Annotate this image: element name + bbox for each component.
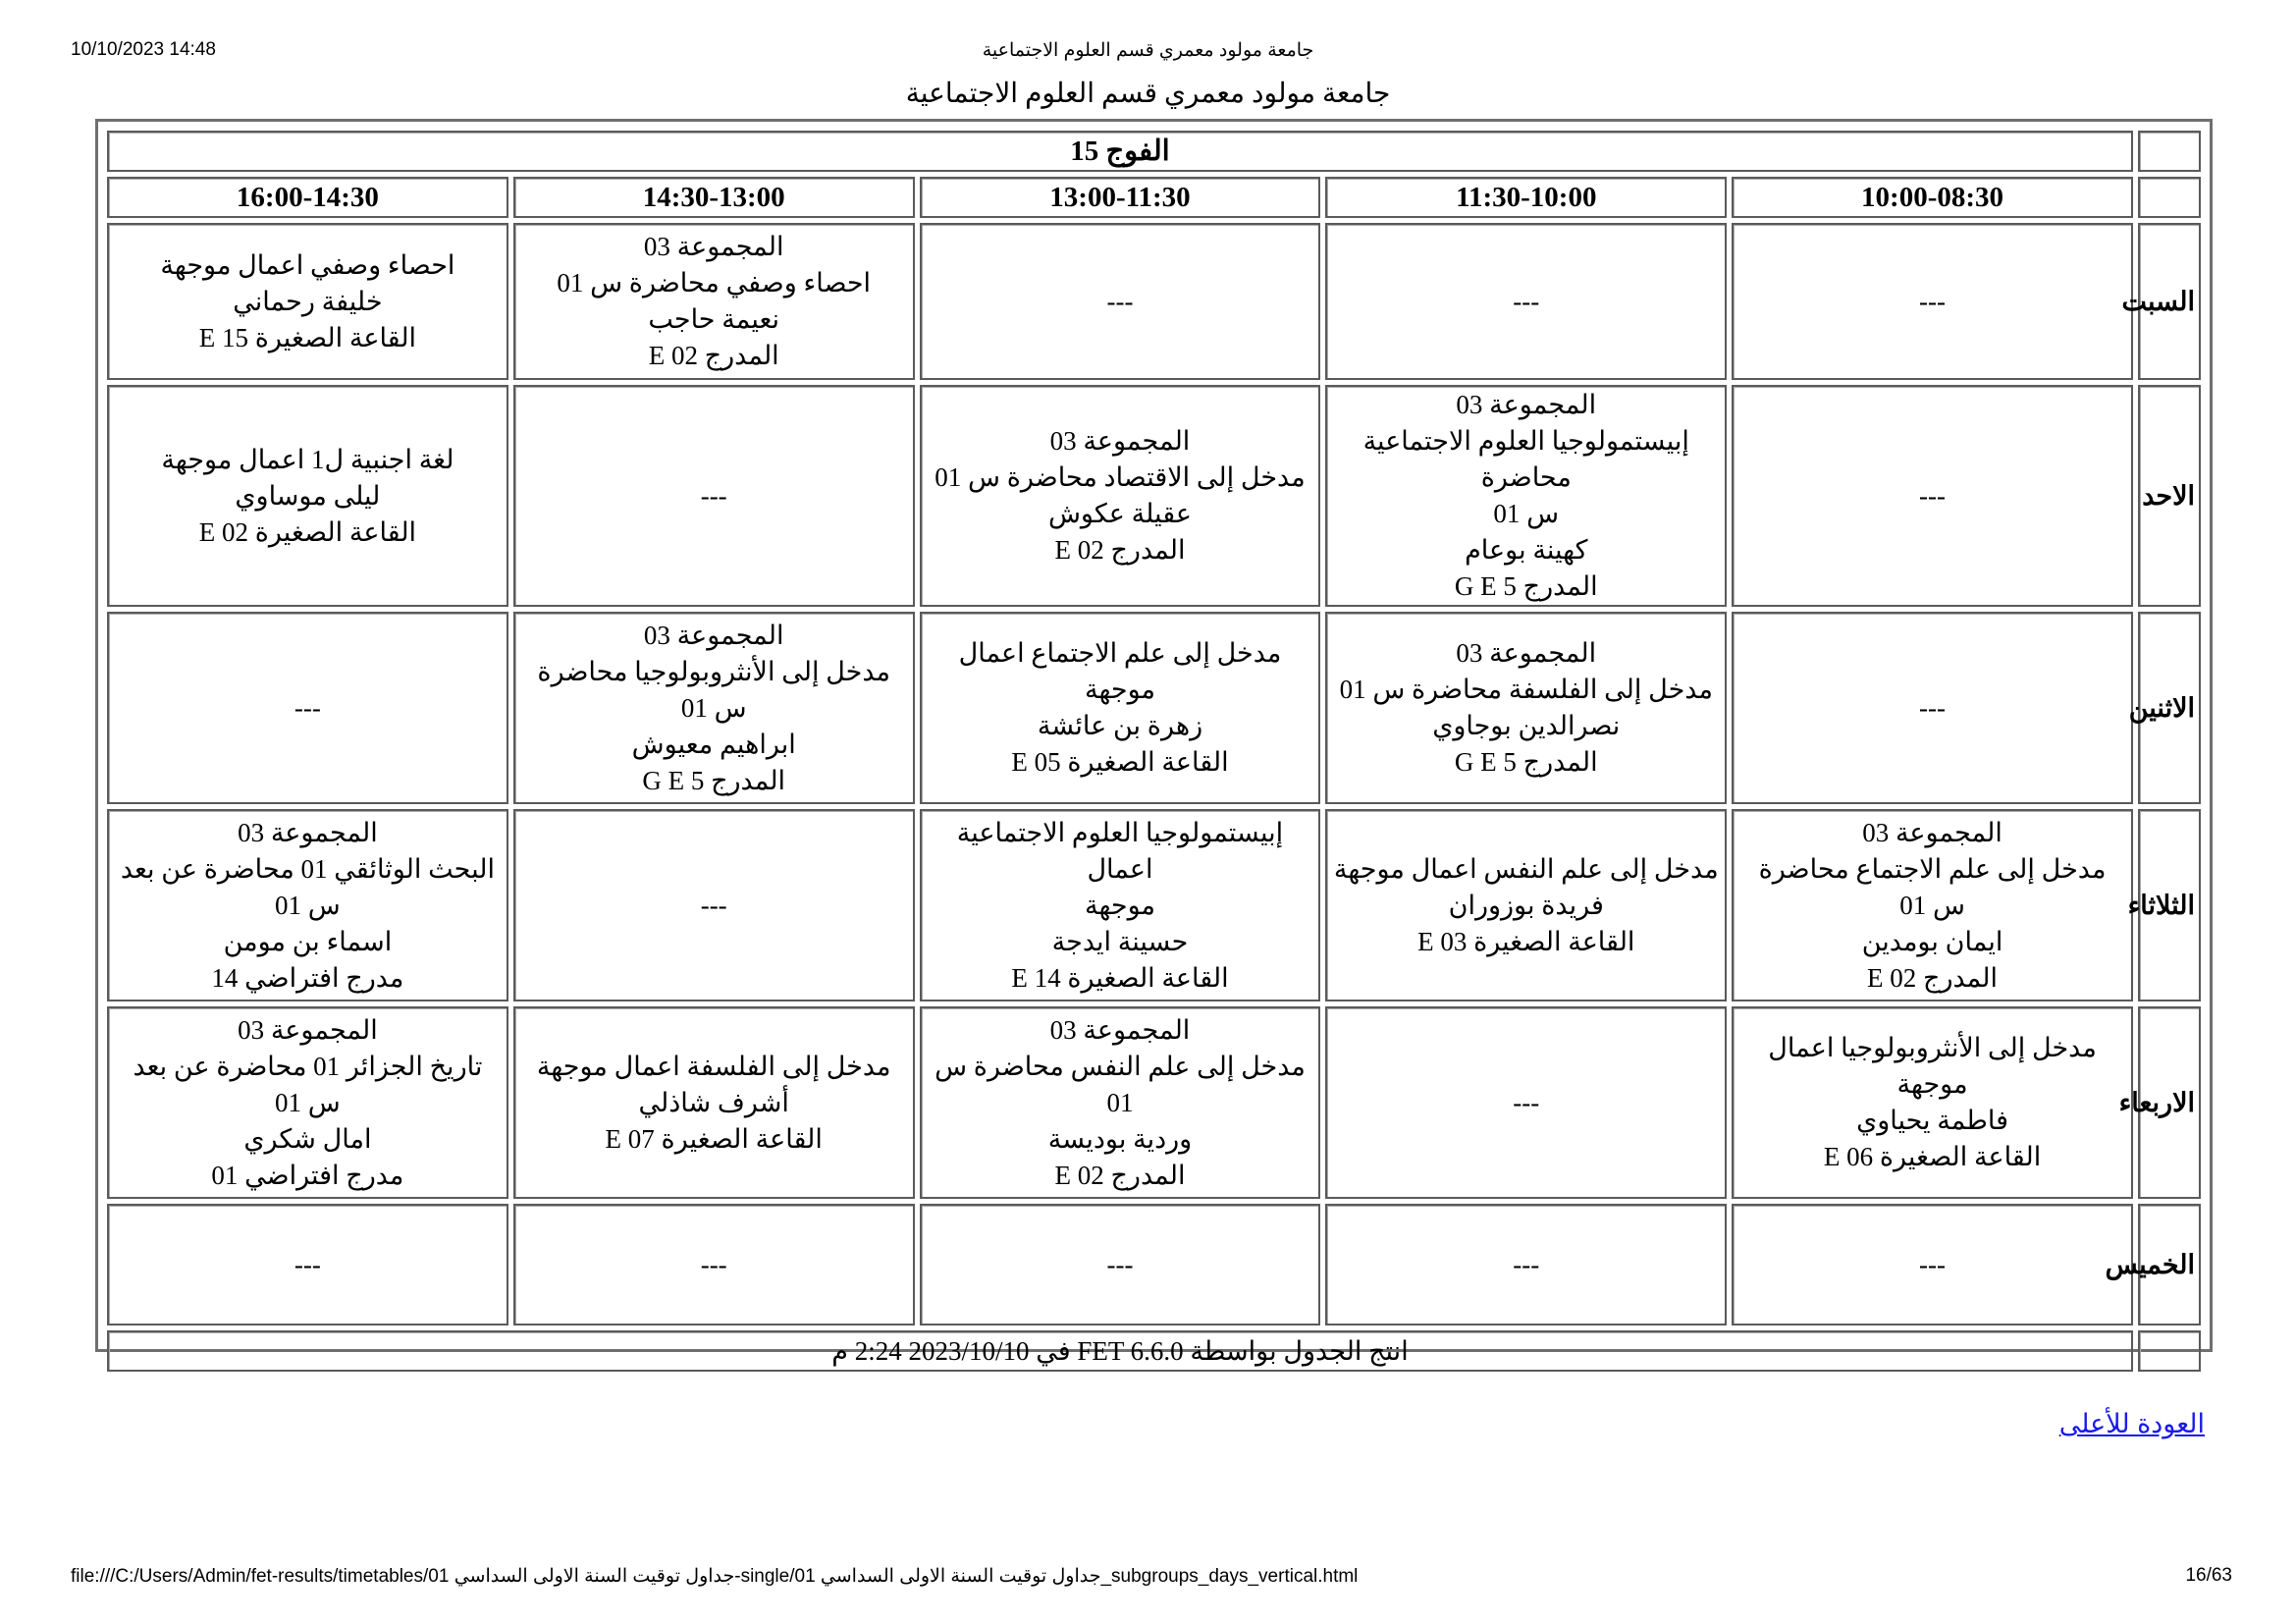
cell-line: س 01	[275, 1087, 341, 1117]
cell-line: المجموعة 03	[643, 232, 784, 261]
cell-line: ---	[700, 1249, 727, 1279]
cell-line: المدرج G E 5	[1454, 747, 1598, 777]
cell-line: زهرة بن عائشة	[1037, 711, 1203, 740]
cell-line: وردية بوديسة	[1047, 1123, 1193, 1154]
cell-line: ---	[1513, 1249, 1540, 1279]
cell-line: اسماء بن مومن	[223, 926, 393, 956]
cell-line: تاريخ الجزائر 01 محاضرة عن بعد	[133, 1051, 483, 1081]
cell-line: المجموعة 03	[238, 817, 378, 847]
day-label: الاربعاء	[2138, 1006, 2201, 1199]
cell-line: نعيمة حاجب	[648, 304, 780, 334]
cell-line: إبيستمولوجيا العلوم الاجتماعية محاضرة	[1362, 426, 1689, 492]
cell-line: مدخل إلى علم الاجتماع محاضرة	[1758, 853, 2107, 884]
cell-line: ---	[1106, 1249, 1134, 1279]
cell-line: خليفة رحماني	[233, 286, 383, 316]
cell-line: مدخل إلى الاقتصاد محاضرة س 01	[934, 462, 1306, 492]
day-label: الخميس	[2138, 1204, 2201, 1325]
cell-line: المدرج E 02	[1867, 962, 1999, 993]
cell-line: المجموعة 03	[1862, 817, 2002, 847]
corner-cell	[2138, 131, 2201, 172]
cell-line: المجموعة 03	[1049, 1014, 1191, 1045]
time-slot-header: 10:00-08:30	[1732, 177, 2133, 218]
cell-line: القاعة الصغيرة E 06	[1823, 1142, 2042, 1171]
timetable-cell	[1732, 385, 2133, 607]
cell-line: س 01	[680, 692, 747, 723]
time-slot-header: 13:00-11:30	[920, 177, 1321, 218]
page-number: 16/63	[2185, 1565, 2232, 1586]
table-row	[107, 1204, 2201, 1325]
timetable-cell	[920, 612, 1321, 804]
cell-line: مدخل إلى الفلسفة محاضرة س 01	[1339, 675, 1713, 704]
time-slot-header: 16:00-14:30	[107, 177, 508, 218]
timetable-cell	[1732, 223, 2133, 380]
timetable-cell	[1325, 809, 1727, 1001]
timetable-cell	[920, 385, 1321, 607]
day-label: الاحد	[2138, 385, 2201, 607]
cell-line: ---	[294, 1249, 321, 1279]
cell-line: إبيستمولوجيا العلوم الاجتماعية اعمال	[956, 817, 1284, 884]
timetable-cell	[1325, 1006, 1727, 1199]
timetable-cell	[1732, 809, 2133, 1001]
generated-by-note: انتج الجدول بواسطة FET 6.6.0 في 2023/10/10 2:24 م	[107, 1330, 2133, 1372]
cell-line: ---	[1919, 286, 1947, 316]
corner-cell	[2138, 1330, 2201, 1372]
cell-line: امال شكري	[243, 1123, 372, 1154]
print-datetime: 10/10/2023 14:48	[71, 39, 216, 60]
cell-line: المجموعة 03	[1456, 390, 1597, 419]
cell-line: القاعة الصغيرة E 03	[1417, 926, 1635, 956]
cell-line: احصاء وصفي محاضرة س 01	[557, 268, 872, 298]
cell-line: مدخل إلى علم النفس محاضرة س 01	[934, 1051, 1306, 1117]
timetable-cell	[920, 1204, 1321, 1325]
cell-line: المدرج E 02	[648, 341, 779, 370]
corner-cell	[2138, 177, 2201, 218]
cell-line: المدرج G E 5	[642, 765, 786, 795]
timetable-cell	[1325, 612, 1727, 804]
cell-line: ---	[294, 692, 321, 723]
cell-line: مدخل إلى علم النفس اعمال موجهة	[1333, 853, 1719, 884]
cell-line: المجموعة 03	[643, 620, 784, 650]
timetable-cell	[1325, 223, 1727, 380]
table-row	[107, 385, 2201, 607]
cell-line: موجهة	[1084, 890, 1155, 920]
cell-line: القاعة الصغيرة E 15	[198, 322, 417, 352]
timetable-cell	[107, 809, 508, 1001]
timetable-cell	[513, 223, 915, 380]
table-row	[107, 1006, 2201, 1199]
group-title: الفوج 15	[107, 131, 2133, 172]
day-label: الثلاثاء	[2138, 809, 2201, 1001]
cell-line: موجهة	[1896, 1069, 1968, 1099]
timetable-cell	[513, 1006, 915, 1199]
table-row	[107, 809, 2201, 1001]
cell-line: القاعة الصغيرة E 05	[1011, 747, 1229, 777]
timetable-cell	[1732, 1204, 2133, 1325]
timetable-cell	[920, 809, 1321, 1001]
cell-line: نصرالدين بوجاوي	[1432, 711, 1621, 740]
cell-line: ---	[1513, 286, 1540, 316]
cell-line: كهينة بوعام	[1465, 535, 1588, 565]
cell-line: فريدة بوزوران	[1448, 890, 1604, 920]
cell-line: ---	[700, 890, 727, 920]
cell-line: احصاء وصفي اعمال موجهة	[160, 249, 455, 280]
timetable-cell	[1732, 1006, 2133, 1199]
print-header-title: جامعة مولود معمري قسم العلوم الاجتماعية	[982, 40, 1314, 61]
cell-line: القاعة الصغيرة E 14	[1011, 962, 1229, 993]
cell-line: ---	[1106, 286, 1134, 316]
cell-line: ايمان بومدين	[1861, 926, 2003, 956]
cell-line: المجموعة 03	[1049, 426, 1191, 456]
timetable-cell	[1732, 612, 2133, 804]
day-label: الاثنين	[2138, 612, 2201, 804]
table-row	[107, 223, 2201, 380]
timetable	[102, 126, 2206, 1377]
cell-line: مدخل إلى علم الاجتماع اعمال موجهة	[958, 638, 1282, 704]
page-title: جامعة مولود معمري قسم العلوم الاجتماعية	[905, 79, 1391, 109]
cell-line: المدرج E 02	[1054, 1160, 1186, 1190]
cell-line: مدخل إلى الفلسفة اعمال موجهة	[536, 1051, 891, 1081]
cell-line: ---	[1919, 480, 1947, 511]
timetable-cell	[1325, 1204, 1727, 1325]
timetable-frame	[95, 119, 2213, 1366]
cell-line: مدرج افتراضي 14	[211, 962, 404, 993]
print-footer-path: file:///C:/Users/Admin/fet-results/timetables/01 جداول توقيت السنة الاولى السداسي-single/01 جداول توقيت السنة الاولى السداسي_subgroups_days_vertical.html	[71, 1566, 1359, 1587]
table-row	[107, 612, 2201, 804]
cell-line: مدخل إلى الأنثروبولوجيا اعمال	[1768, 1033, 2097, 1062]
cell-line: س 01	[275, 890, 341, 920]
cell-line: فاطمة يحياوي	[1856, 1106, 2009, 1135]
cell-line: المدرج E 02	[1054, 535, 1186, 565]
cell-line: لغة اجنبية ل1 اعمال موجهة	[161, 444, 454, 474]
cell-line: ---	[700, 480, 727, 511]
timetable-cell	[513, 1204, 915, 1325]
timetable-cell	[513, 612, 915, 804]
timetable-cell	[107, 1204, 508, 1325]
cell-line: أشرف شاذلي	[638, 1087, 789, 1117]
cell-line: مدرج افتراضي 01	[211, 1160, 404, 1190]
cell-line: حسينة ايدجة	[1051, 926, 1189, 956]
cell-line: ---	[1513, 1087, 1540, 1117]
timetable-cell	[920, 223, 1321, 380]
cell-line: ليلى موساوي	[235, 480, 381, 511]
cell-line: مدخل إلى الأنثروبولوجيا محاضرة	[537, 656, 890, 686]
timetable-cell	[107, 612, 508, 804]
cell-line: البحث الوثائقي 01 محاضرة عن بعد	[120, 853, 495, 884]
cell-line: القاعة الصغيرة E 07	[605, 1123, 823, 1154]
back-to-top-link[interactable]: العودة للأعلى	[2058, 1409, 2205, 1438]
timetable-cell	[1325, 385, 1727, 607]
cell-line: ---	[1919, 1249, 1947, 1279]
cell-line: ---	[1919, 692, 1947, 723]
cell-line: س 01	[1493, 499, 1560, 528]
timetable-cell	[107, 1006, 508, 1199]
cell-line: س 01	[1899, 890, 1965, 920]
cell-line: القاعة الصغيرة E 02	[198, 516, 417, 547]
cell-line: عقيلة عكوش	[1047, 499, 1192, 528]
day-label: السبت	[2138, 223, 2201, 380]
cell-line: ابراهيم معيوش	[631, 729, 796, 759]
cell-line: المجموعة 03	[1456, 638, 1597, 668]
cell-line: المجموعة 03	[238, 1014, 378, 1045]
time-slot-header: 11:30-10:00	[1325, 177, 1727, 218]
timetable-cell	[107, 223, 508, 380]
timetable-cell	[920, 1006, 1321, 1199]
cell-line: المدرج G E 5	[1454, 571, 1598, 601]
timetable-cell	[513, 385, 915, 607]
time-slot-header: 14:30-13:00	[513, 177, 915, 218]
timetable-cell	[513, 809, 915, 1001]
timetable-cell	[107, 385, 508, 607]
